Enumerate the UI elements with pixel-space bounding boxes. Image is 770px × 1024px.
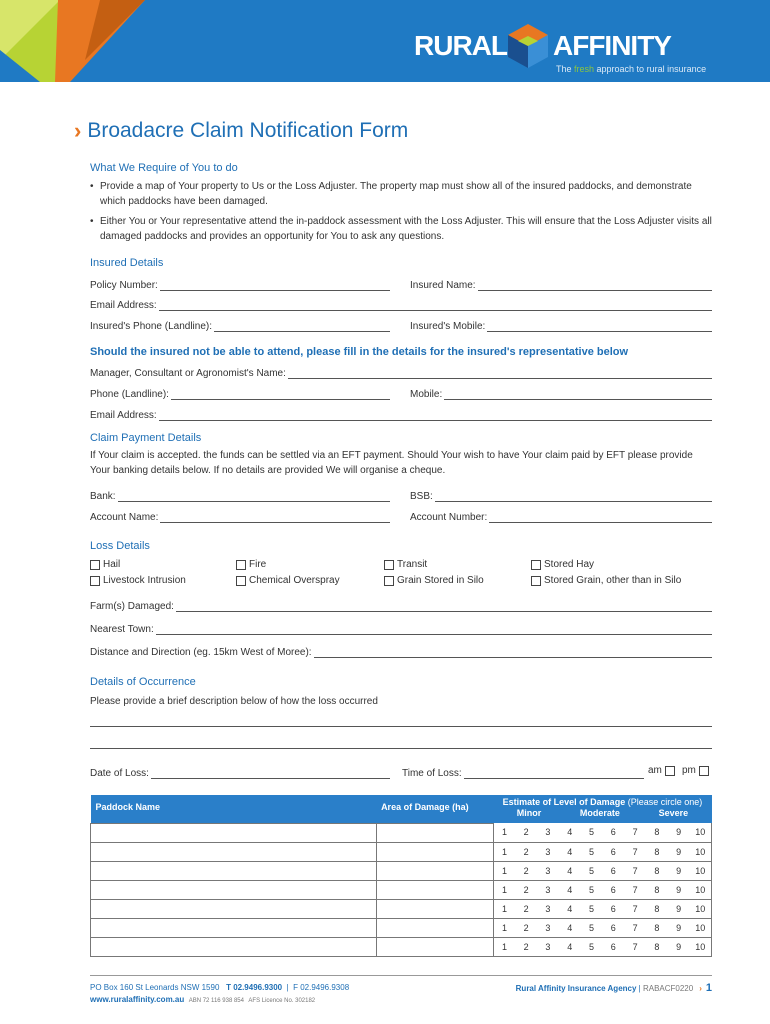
damage-scale-option[interactable]: 1 xyxy=(493,918,515,937)
table-row xyxy=(91,918,712,937)
checkbox-grain-stored-in-silo[interactable]: Grain Stored in Silo xyxy=(384,575,484,586)
col-estimate-damage: Estimate of Level of Damage (Please circle one) Minor Moderate Severe xyxy=(493,795,711,823)
checkbox-box[interactable] xyxy=(531,560,541,570)
checkbox-box[interactable] xyxy=(236,576,246,586)
damage-scale-option[interactable]: 5 xyxy=(581,823,603,842)
area-damage-cell[interactable] xyxy=(376,918,493,937)
paddock-name-cell[interactable] xyxy=(91,899,377,918)
paddock-table-body xyxy=(91,823,712,956)
logo-tagline: The fresh approach to rural insurance xyxy=(556,64,707,74)
damage-scale-option[interactable]: 2 xyxy=(515,899,537,918)
area-damage-cell[interactable] xyxy=(376,842,493,861)
insured-phone-field[interactable]: Insured's Phone (Landline): xyxy=(90,318,390,332)
area-damage-cell[interactable] xyxy=(376,823,493,842)
damage-scale-option[interactable]: 1 xyxy=(493,899,515,918)
rep-row-1 xyxy=(90,365,712,379)
damage-scale-option[interactable]: 9 xyxy=(668,899,690,918)
paddock-name-cell[interactable] xyxy=(91,842,377,861)
representative-heading-wrap xyxy=(90,346,712,358)
date-of-loss-field[interactable]: Date of Loss: xyxy=(90,765,390,779)
insured-heading-wrap xyxy=(90,257,712,269)
area-damage-cell[interactable] xyxy=(376,937,493,956)
damage-scale-option[interactable]: 2 xyxy=(515,823,537,842)
paddock-name-cell[interactable] xyxy=(91,880,377,899)
insured-row-2 xyxy=(90,297,712,311)
checkbox-hail[interactable]: Hail xyxy=(90,559,120,570)
damage-scale-option[interactable]: 8 xyxy=(646,937,668,956)
damage-scale-option[interactable]: 2 xyxy=(515,861,537,880)
rep-email-field[interactable]: Email Address: xyxy=(90,407,712,421)
damage-scale-option[interactable]: 10 xyxy=(690,842,712,861)
account-name-field[interactable]: Account Name: xyxy=(90,509,390,523)
policy-number-field[interactable]: Policy Number: xyxy=(90,277,390,291)
damage-scale-option[interactable]: 4 xyxy=(559,823,581,842)
logo-cube-icon xyxy=(504,22,552,70)
damage-scale-option[interactable]: 3 xyxy=(537,880,559,899)
damage-scale-option[interactable]: 7 xyxy=(624,861,646,880)
footer-website-link[interactable]: www.ruralaffinity.com.au xyxy=(90,995,185,1004)
damage-scale-option[interactable]: 2 xyxy=(515,918,537,937)
time-of-loss-field[interactable]: Time of Loss: xyxy=(402,765,644,779)
paddock-name-cell[interactable] xyxy=(91,937,377,956)
form-title-row xyxy=(74,118,408,144)
checkbox-box[interactable] xyxy=(699,766,709,776)
bank-field[interactable]: Bank: xyxy=(90,488,390,502)
table-row xyxy=(91,937,712,956)
damage-scale-option[interactable]: 8 xyxy=(646,861,668,880)
scale-moderate: Moderate xyxy=(579,808,620,818)
requirement-bullet: • Provide a map of Your property to Us or the Loss Adjuster. The property map must show all of the insured paddocks, and demonstrate which paddocks have been damaged. xyxy=(90,179,712,209)
payment-heading: Claim Payment Details xyxy=(90,432,202,444)
paddock-name-cell[interactable] xyxy=(91,918,377,937)
checkbox-transit[interactable]: Transit xyxy=(384,559,427,570)
checkbox-stored-grain-other[interactable]: Stored Grain, other than in Silo xyxy=(531,575,681,586)
logo-text-affinity: AFFINITY xyxy=(553,30,671,61)
footer-afs: AFS Licence No. 302182 xyxy=(248,998,316,1004)
payment-row-2 xyxy=(90,509,712,523)
damage-scale-option[interactable]: 7 xyxy=(624,918,646,937)
damage-scale-option[interactable]: 1 xyxy=(493,861,515,880)
damage-scale-option[interactable]: 9 xyxy=(668,842,690,861)
damage-scale-option[interactable]: 2 xyxy=(515,880,537,899)
damage-scale-option[interactable]: 2 xyxy=(515,842,537,861)
damage-scale-option[interactable]: 3 xyxy=(537,842,559,861)
damage-scale-option[interactable]: 1 xyxy=(493,880,515,899)
damage-scale-option[interactable]: 6 xyxy=(602,918,624,937)
requirements-section xyxy=(90,162,712,244)
insured-name-field[interactable]: Insured Name: xyxy=(410,277,712,291)
damage-scale-option[interactable]: 5 xyxy=(581,918,603,937)
footer-agency: Rural Affinity Insurance Agency | RABACF0220 › 1 xyxy=(515,982,712,994)
rep-mobile-field[interactable]: Mobile: xyxy=(410,386,712,400)
damage-scale-option[interactable]: 3 xyxy=(537,899,559,918)
footer-address: PO Box 160 St Leonards NSW 1590 xyxy=(90,983,220,992)
requirements-heading: What We Require of You to do xyxy=(90,162,238,174)
col-paddock-name: Paddock Name xyxy=(91,795,377,823)
damage-scale-option[interactable]: 1 xyxy=(493,937,515,956)
damage-scale-option[interactable]: 3 xyxy=(537,918,559,937)
table-row xyxy=(91,861,712,880)
damage-scale-option[interactable]: 4 xyxy=(559,937,581,956)
damage-scale-option[interactable]: 10 xyxy=(690,918,712,937)
table-row xyxy=(91,899,712,918)
paddock-name-cell[interactable] xyxy=(91,861,377,880)
chevron-right-icon: › xyxy=(699,983,702,993)
footer-agency-name: Rural Affinity Insurance Agency xyxy=(515,983,637,993)
table-row xyxy=(91,880,712,899)
damage-scale-option[interactable]: 7 xyxy=(624,937,646,956)
chevron-right-icon: › xyxy=(74,118,82,143)
damage-scale-option[interactable]: 9 xyxy=(668,918,690,937)
damage-scale-option[interactable]: 3 xyxy=(537,937,559,956)
checkbox-livestock-intrusion[interactable]: Livestock Intrusion xyxy=(90,575,186,586)
header-banner xyxy=(0,0,770,82)
occurrence-heading: Details of Occurrence xyxy=(90,676,196,688)
damage-scale-option[interactable]: 6 xyxy=(602,823,624,842)
damage-scale-option[interactable]: 3 xyxy=(537,861,559,880)
damage-scale-option[interactable]: 8 xyxy=(646,918,668,937)
damage-scale-option[interactable]: 6 xyxy=(602,880,624,899)
account-number-field[interactable]: Account Number: xyxy=(410,509,712,523)
area-damage-cell[interactable] xyxy=(376,880,493,899)
damage-scale-option[interactable]: 7 xyxy=(624,880,646,899)
insured-email-field[interactable]: Email Address: xyxy=(90,297,712,311)
damage-scale-option[interactable]: 5 xyxy=(581,842,603,861)
distance-direction-field[interactable]: Distance and Direction (eg. 15km West of Moree): xyxy=(90,644,712,658)
damage-scale-option[interactable]: 9 xyxy=(668,937,690,956)
footer-phone: T 02.9496.9300 xyxy=(226,983,283,992)
loss-row-town xyxy=(90,621,712,635)
paddock-table xyxy=(90,795,712,957)
damage-scale-option[interactable]: 7 xyxy=(624,842,646,861)
damage-scale-option[interactable]: 9 xyxy=(668,880,690,899)
form-title: Broadacre Claim Notification Form xyxy=(87,119,409,142)
occurrence-section xyxy=(90,676,712,707)
description-line-2[interactable] xyxy=(90,748,712,749)
occurrence-prompt: Please provide a brief description below of how the loss occurred xyxy=(90,696,378,707)
am-checkbox[interactable]: am xyxy=(648,765,678,776)
checkbox-box[interactable] xyxy=(665,766,675,776)
damage-scale-option[interactable]: 6 xyxy=(602,861,624,880)
damage-scale-option[interactable]: 5 xyxy=(581,937,603,956)
bsb-field[interactable]: BSB: xyxy=(410,488,712,502)
payment-row-1 xyxy=(90,488,712,502)
footer-contact: PO Box 160 St Leonards NSW 1590 T 02.9496.9300 | F 02.9496.9308 www.ruralaffinity.com.au ABN 72 116 938 854 AFS Licence No. 302182 xyxy=(90,983,350,1004)
checkbox-box[interactable] xyxy=(90,560,100,570)
requirement-bullet: • Either You or Your representative attend the in-paddock assessment with the Loss Adjuster. This will ensure that the Loss Adjuster visits all damaged paddocks and provides an opportunity for You to ask any questions. xyxy=(90,214,712,244)
area-damage-cell[interactable] xyxy=(376,899,493,918)
checkbox-box[interactable] xyxy=(384,576,394,586)
damage-scale-option[interactable]: 10 xyxy=(690,823,712,842)
damage-scale-option[interactable]: 9 xyxy=(668,823,690,842)
damage-scale-option[interactable]: 10 xyxy=(690,937,712,956)
table-row xyxy=(91,842,712,861)
scale-minor: Minor xyxy=(516,808,542,818)
description-line-1[interactable] xyxy=(90,726,712,727)
damage-scale-option[interactable]: 8 xyxy=(646,823,668,842)
damage-scale-option[interactable]: 2 xyxy=(515,937,537,956)
damage-scale-option[interactable]: 5 xyxy=(581,880,603,899)
footer-fax: F 02.9496.9308 xyxy=(293,983,350,992)
rep-manager-field[interactable]: Manager, Consultant or Agronomist's Name: xyxy=(90,365,712,379)
loss-row-farms xyxy=(90,598,712,612)
damage-scale-option[interactable]: 10 xyxy=(690,899,712,918)
insured-heading: Insured Details xyxy=(90,257,164,269)
banner-decoration xyxy=(0,0,200,82)
insured-mobile-field[interactable]: Insured's Mobile: xyxy=(410,318,712,332)
insured-row-1 xyxy=(90,277,712,291)
logo-text-rural: RURAL xyxy=(414,30,507,61)
area-damage-cell[interactable] xyxy=(376,861,493,880)
damage-scale-option[interactable]: 4 xyxy=(559,899,581,918)
checkbox-box[interactable] xyxy=(531,576,541,586)
footer-form-code: RABACF0220 xyxy=(642,983,694,993)
paddock-name-cell[interactable] xyxy=(91,823,377,842)
scale-severe: Severe xyxy=(658,808,689,818)
damage-scale-option[interactable]: 6 xyxy=(602,899,624,918)
rep-row-2 xyxy=(90,386,712,400)
pm-checkbox[interactable]: pm xyxy=(682,765,712,776)
loss-heading: Loss Details xyxy=(90,540,150,552)
table-row xyxy=(91,823,712,842)
damage-scale-option[interactable]: 5 xyxy=(581,861,603,880)
farms-damaged-field[interactable]: Farm(s) Damaged: xyxy=(90,598,712,612)
damage-scale-option[interactable]: 10 xyxy=(690,861,712,880)
checkbox-chemical-overspray[interactable]: Chemical Overspray xyxy=(236,575,340,586)
damage-scale-option[interactable]: 7 xyxy=(624,899,646,918)
checkbox-stored-hay[interactable]: Stored Hay xyxy=(531,559,594,570)
checkbox-box[interactable] xyxy=(90,576,100,586)
rep-row-3 xyxy=(90,407,712,421)
occurrence-row-datetime xyxy=(90,765,712,779)
damage-scale-option[interactable]: 6 xyxy=(602,842,624,861)
insured-row-3 xyxy=(90,318,712,332)
representative-heading: Should the insured not be able to attend, please fill in the details for the insured's representative below xyxy=(90,346,629,358)
rep-phone-field[interactable]: Phone (Landline): xyxy=(90,386,390,400)
damage-scale-option[interactable]: 10 xyxy=(690,880,712,899)
checkbox-box[interactable] xyxy=(236,560,246,570)
footer-divider xyxy=(90,975,712,976)
checkbox-box[interactable] xyxy=(384,560,394,570)
footer-abn: ABN 72 116 938 854 xyxy=(188,998,244,1004)
loss-heading-wrap xyxy=(90,540,712,552)
checkbox-fire[interactable]: Fire xyxy=(236,559,266,570)
damage-scale-option[interactable]: 4 xyxy=(559,880,581,899)
nearest-town-field[interactable]: Nearest Town: xyxy=(90,621,712,635)
damage-scale-option[interactable]: 9 xyxy=(668,861,690,880)
page-number: 1 xyxy=(705,982,712,994)
damage-scale-option[interactable]: 5 xyxy=(581,899,603,918)
payment-text: If Your claim is accepted. the funds can be settled via an EFT payment. Should Your wish to have Your claim paid by EFT please provide Your banking details below. If no details are provided We will organise a cheque. xyxy=(90,450,693,476)
damage-scale-option[interactable]: 4 xyxy=(559,842,581,861)
damage-scale-option[interactable]: 8 xyxy=(646,899,668,918)
damage-scale-option[interactable]: 3 xyxy=(537,823,559,842)
damage-scale-option[interactable]: 8 xyxy=(646,842,668,861)
company-logo xyxy=(414,22,714,78)
damage-scale-option[interactable]: 1 xyxy=(493,823,515,842)
damage-scale-option[interactable]: 1 xyxy=(493,842,515,861)
damage-scale-option[interactable]: 6 xyxy=(602,937,624,956)
payment-section xyxy=(90,432,712,478)
loss-row-distance xyxy=(90,644,712,658)
damage-scale-option[interactable]: 8 xyxy=(646,880,668,899)
col-area-of-damage: Area of Damage (ha) xyxy=(376,795,493,823)
damage-scale-option[interactable]: 4 xyxy=(559,861,581,880)
damage-scale-option[interactable]: 7 xyxy=(624,823,646,842)
damage-scale-option[interactable]: 4 xyxy=(559,918,581,937)
